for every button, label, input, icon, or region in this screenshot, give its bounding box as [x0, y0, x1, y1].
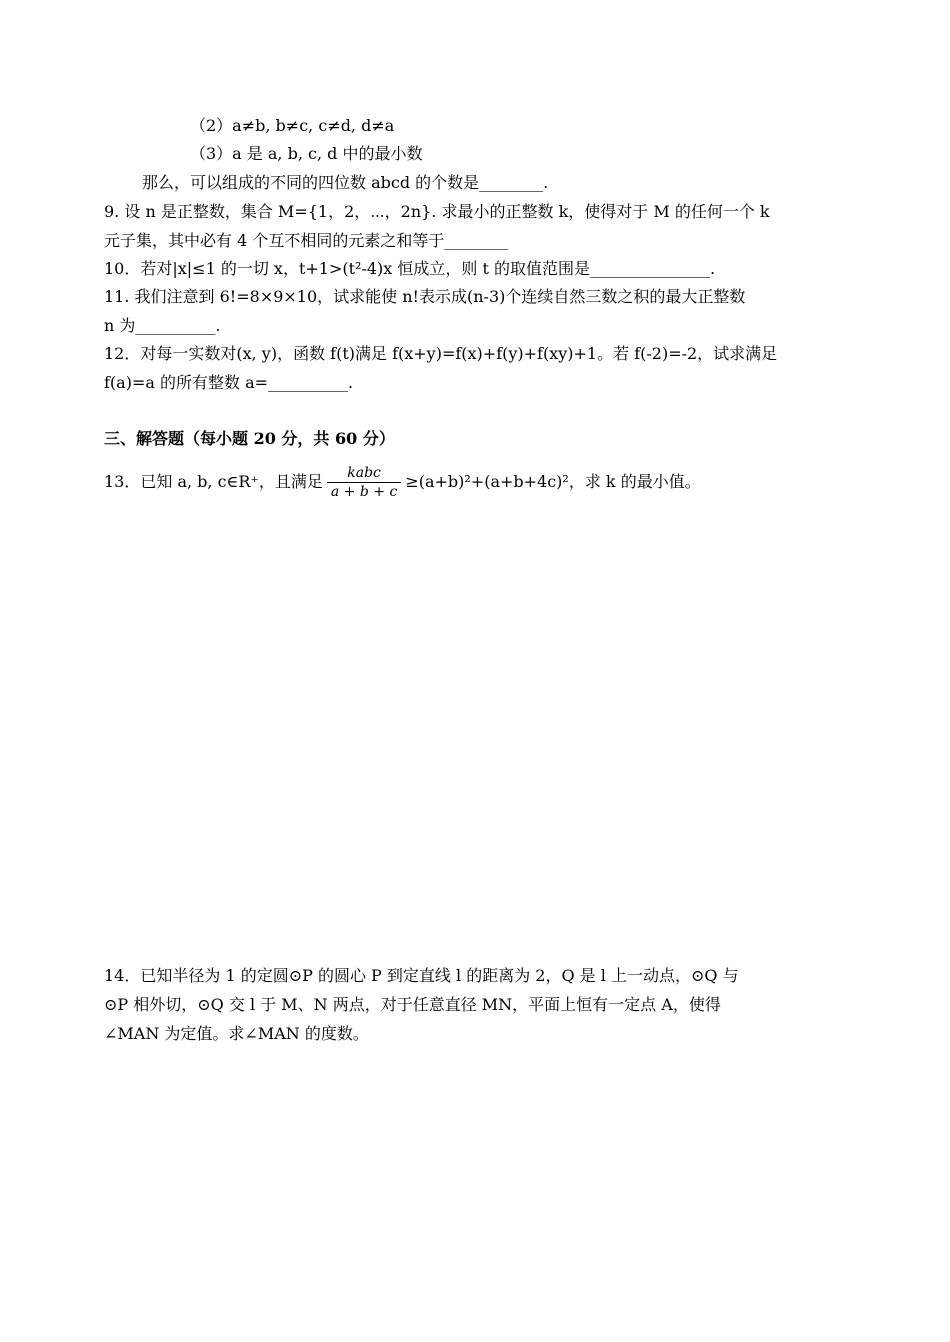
- question-13: [104, 458, 820, 506]
- question-14-line-3: ∠MAN 为定值。求∠MAN 的度数。: [104, 1024, 369, 1043]
- condition-3: （3）a 是 a, b, c, d 中的最小数: [190, 144, 423, 163]
- question-14-line-2: ⊙P 相外切，⊙Q 交 l 于 M、N 两点，对于任意直径 MN，平面上恒有一定点 A，使得: [104, 995, 721, 1014]
- fraction-denominator: a + b + c: [327, 482, 401, 501]
- question-10: 10．若对|x|≤1 的一切 x，t+1>(t²-4)x 恒成立，则 t 的取值范围是_______________.: [104, 259, 716, 278]
- fraction-numerator: kabc: [347, 465, 381, 481]
- question-9-line-1: 9. 设 n 是正整数，集合 M={1，2，⋯，2n}. 求最小的正整数 k，使得对于 M 的任何一个 k: [104, 202, 770, 221]
- question-13-fraction: [327, 464, 401, 501]
- question-8-ending: 那么，可以组成的不同的四位数 abcd 的个数是________.: [142, 173, 549, 192]
- question-12-line-2: f(a)=a 的所有整数 a=__________.: [104, 373, 354, 392]
- question-11-line-2: n 为__________.: [104, 316, 221, 335]
- question-13-prefix: 13．已知 a, b, c∈R⁺，且满足: [104, 472, 323, 491]
- question-14-line-1: 14．已知半径为 1 的定圆⊙P 的圆心 P 到定直线 l 的距离为 2，Q 是 l 上一动点，⊙Q 与: [104, 966, 739, 985]
- condition-2: （2）a≠b, b≠c, c≠d, d≠a: [190, 116, 395, 135]
- question-11-line-1: 11. 我们注意到 6!=8×9×10，试求能使 n!表示成(n-3)个连续自然三数之积的最大正整数: [104, 287, 746, 306]
- question-12-line-1: 12．对每一实数对(x, y)，函数 f(t)满足 f(x+y)=f(x)+f(y)+f(xy)+1。若 f(-2)=-2，试求满足: [104, 344, 778, 363]
- question-13-suffix: ≥(a+b)²+(a+b+4c)²，求 k 的最小值。: [405, 472, 701, 491]
- section-heading: 三、解答题（每小题 20 分，共 60 分）: [104, 429, 395, 448]
- question-9-line-2: 元子集，其中必有 4 个互不相同的元素之和等于________: [104, 231, 509, 250]
